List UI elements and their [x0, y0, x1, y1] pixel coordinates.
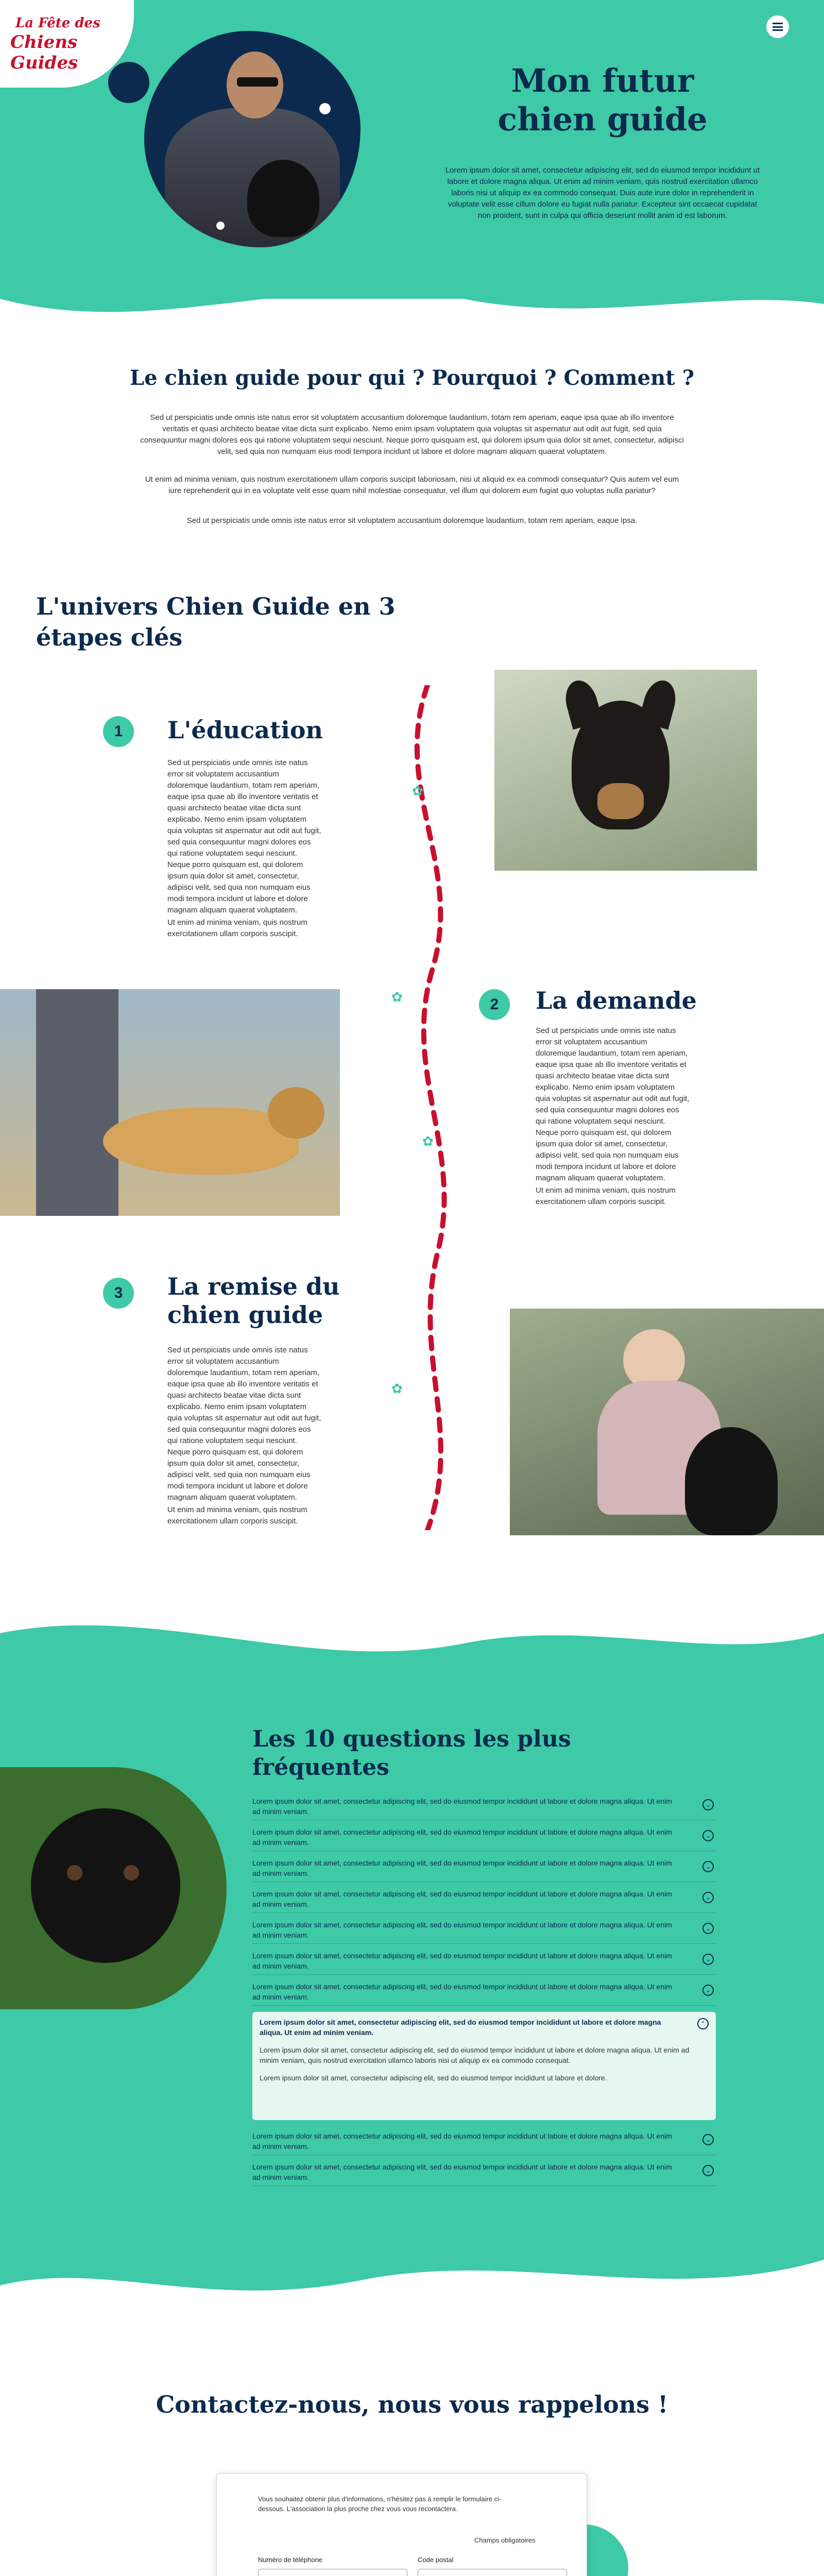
paw-icon: ✿	[422, 1133, 434, 1149]
chevron-down-icon: ⌄	[702, 1830, 714, 1841]
chevron-down-icon: ⌄	[702, 2134, 714, 2145]
intro-title: Le chien guide pour qui ? Pourquoi ? Comment ?	[129, 366, 695, 390]
contact-form	[216, 2473, 587, 2576]
required-note: Champs obligatoires	[474, 2536, 536, 2544]
chevron-down-icon: ⌄	[702, 1923, 714, 1934]
step-2-photo	[0, 989, 340, 1216]
faq-item[interactable]	[252, 1793, 716, 1820]
step-1-text-2: Ut enim ad minima veniam, quis nostrum exercitationem ullam corporis suscipit.	[167, 918, 307, 938]
paw-icon: ✿	[391, 989, 403, 1005]
step-3-photo	[510, 1309, 824, 1535]
faq-title-line1: Les 10 questions les plus	[252, 1726, 571, 1752]
faq-item[interactable]	[252, 2128, 716, 2155]
contact-title: Contactez-nous, nous vous rappelons !	[156, 2391, 668, 2418]
faq-item[interactable]	[252, 1947, 716, 1975]
step-3-title-line2: chien guide	[167, 1301, 323, 1329]
hero-photo	[144, 31, 360, 247]
step-2-text-2: Ut enim ad minima veniam, quis nostrum exercitationem ullam corporis suscipit.	[536, 1186, 676, 1206]
faq-item[interactable]	[252, 1886, 716, 1913]
step-3-text-2: Ut enim ad minima veniam, quis nostrum exercitationem ullam corporis suscipit.	[167, 1505, 307, 1526]
zip-input[interactable]	[418, 2569, 567, 2576]
faq-question: Lorem ipsum dolor sit amet, consectetur adipiscing elit, sed do eiusmod tempor incididunt ut labore et dolore magna aliqua. Ut enim ad minim veniam.	[252, 1921, 672, 1939]
chevron-down-icon: ⌄	[702, 1954, 714, 1965]
step-3-title-line1: La remise du	[167, 1273, 340, 1300]
chevron-down-icon: ⌄	[702, 1799, 714, 1810]
step-1-badge: 1	[103, 716, 134, 747]
faq-question: Lorem ipsum dolor sit amet, consectetur adipiscing elit, sed do eiusmod tempor incididunt ut labore et dolore magna aliqua. Ut enim ad minim veniam.	[252, 2163, 672, 2181]
faq-item-open[interactable]	[252, 2012, 716, 2120]
decor-dot	[319, 103, 331, 114]
step-2-badge: 2	[479, 989, 510, 1020]
faq-question: Lorem ipsum dolor sit amet, consectetur adipiscing elit, sed do eiusmod tempor incididunt ut labore et dolore magna aliqua. Ut enim ad minim veniam.	[252, 1797, 672, 1816]
faq-question: Lorem ipsum dolor sit amet, consectetur adipiscing elit, sed do eiusmod tempor incididunt ut labore et dolore magna aliqua. Ut enim ad minim veniam.	[252, 1828, 672, 1846]
decor-blob	[108, 62, 149, 103]
step-1-photo	[494, 670, 757, 871]
logo-line2: Chiens Guides	[10, 32, 78, 73]
steps-title-line1: L'univers Chien Guide en 3	[36, 592, 396, 620]
menu-button[interactable]	[766, 15, 789, 38]
faq-question: Lorem ipsum dolor sit amet, consectetur adipiscing elit, sed do eiusmod tempor incididunt ut labore et dolore magna aliqua. Ut enim ad minim veniam.	[252, 1982, 672, 2001]
step-1-text: Sed ut perspiciatis unde omnis iste natus error sit voluptatem accusantium doloremque laudantium, totam rem aperiam, eaque ipsa quae ab illo inventore veritatis et quasi architecto beatae vitae dicta sunt explicabo. Nemo enim ipsam voluptatem quia voluptas sit aspernatur aut odit aut fugit, sed quia consequuntur magni dolores eos qui ratione voluptatem sequi nesciunt. Neque porro quisquam est, qui dolorem ipsum quia dolor sit amet, consectetur, adipisci velit, sed quia non numquam eius modi tempora incidunt ut labore et dolore magnam aliquam quaerat voluptatem.	[167, 758, 321, 914]
faq-photo	[0, 1767, 227, 2009]
intro-paragraph-2: Ut enim ad minima veniam, quis nostrum exercitationem ullam corporis suscipit laboriosam, nisi ut aliquid ex ea commodi consequatur? Quis autem vel eum iure reprehenderit qui in ea voluptate velit esse quam nihil molestiae consequatur, vel illum qui dolorem eum fugiat quo voluptas nulla pariatur?	[145, 475, 679, 495]
faq-question: Lorem ipsum dolor sit amet, consectetur adipiscing elit, sed do eiusmod tempor incididunt ut labore et dolore magna aliqua. Ut enim ad minim veniam.	[252, 1859, 672, 1877]
faq-open-answer: Lorem ipsum dolor sit amet, consectetur adipiscing elit, sed do eiusmod tempor incididunt ut labore et dolore.	[260, 2074, 607, 2082]
chevron-down-icon: ⌄	[702, 1892, 714, 1903]
faq-question: Lorem ipsum dolor sit amet, consectetur adipiscing elit, sed do eiusmod tempor incididunt ut labore et dolore magna aliqua. Ut enim ad minim veniam.	[252, 1890, 672, 1908]
faq-title-line2: fréquentes	[252, 1754, 389, 1781]
step-1-title: L'éducation	[167, 716, 323, 744]
faq-item[interactable]	[252, 2159, 716, 2186]
hamburger-icon	[772, 23, 783, 31]
chevron-down-icon: ⌄	[702, 1861, 714, 1872]
intro-paragraph-1: Sed ut perspiciatis unde omnis iste natus error sit voluptatem accusantium doloremque laudantium, totam rem aperiam, eaque ipsa quae ab illo inventore veritatis et quasi architecto beatae vitae dicta sunt explicabo. Nemo enim ipsam voluptatem quia voluptas sit aspernatur aut odit aut fugit, sed quia consequuntur magni dolores eos qui ratione voluptatem sequi nesciunt. Neque porro quisquam est, qui dolorem ipsum quia dolor sit amet, consectetur, adipisci velit, sed quia non numquam eius modi tempora incidunt ut labore et dolore magnam aliquam quaerat voluptatem.	[140, 413, 684, 456]
faq-open-question: Lorem ipsum dolor sit amet, consectetur adipiscing elit, sed do eiusmod tempor incididunt ut labore et dolore magna aliqua. Ut enim ad minim veniam.	[260, 2018, 661, 2037]
faq-question: Lorem ipsum dolor sit amet, consectetur adipiscing elit, sed do eiusmod tempor incididunt ut labore et dolore magna aliqua. Ut enim ad minim veniam.	[252, 1952, 672, 1970]
faq-wave-bottom	[0, 2239, 824, 2311]
faq-item[interactable]	[252, 1855, 716, 1882]
chevron-up-icon: ⌃	[697, 2018, 709, 2029]
faq-item[interactable]	[252, 1978, 716, 2006]
hero-title-line1: Mon futur	[511, 62, 694, 99]
phone-input[interactable]	[258, 2569, 407, 2576]
faq-item[interactable]	[252, 1917, 716, 1944]
paw-icon: ✿	[391, 1381, 403, 1396]
faq-item[interactable]	[252, 1824, 716, 1851]
zip-label: Code postal	[418, 2556, 454, 2564]
faq-wave-top	[0, 1602, 824, 1685]
step-3-badge: 3	[103, 1278, 134, 1309]
faq-open-answer: Lorem ipsum dolor sit amet, consectetur adipiscing elit, sed do eiusmod tempor incididunt ut labore et dolore magna aliqua. Ut enim ad minim veniam, quis nostrud exercitation ullamco laboris nisi ut aliquip ex ea commodo consequat.	[260, 2046, 690, 2064]
phone-label: Numéro de téléphone	[258, 2556, 323, 2564]
step-2-text: Sed ut perspiciatis unde omnis iste natus error sit voluptatem accusantium doloremque laudantium, totam rem aperiam, eaque ipsa quae ab illo inventore veritatis et quasi architecto beatae vitae dicta sunt explicabo. Nemo enim ipsam voluptatem quia voluptas sit aspernatur aut odit aut fugit, sed quia consequuntur magni dolores eos qui ratione voluptatem sequi nesciunt. Neque porro quisquam est, qui dolorem ipsum quia dolor sit amet, consectetur, adipisci velit, sed quia non numquam eius modi tempora incidunt ut labore et dolore magnam aliquam quaerat voluptatem.	[536, 1026, 690, 1182]
decor-dot	[216, 222, 225, 230]
intro-paragraph-3: Sed ut perspiciatis unde omnis iste natus error sit voluptatem accusantium doloremque laudantium, totam rem aperiam, eaque ipsa.	[186, 516, 638, 525]
contact-intro: Vous souhaitez obtenir plus d'informations, n'hésitez pas à remplir le formulaire ci-dessous. L'association la plus proche chez vous vous recontactera.	[258, 2495, 502, 2513]
hero-wave	[0, 268, 824, 350]
hero-text: Lorem ipsum dolor sit amet, consectetur adipiscing elit, sed do eiusmod tempor incididunt ut labore et dolore magna aliqua. Ut enim ad minim veniam, quis nostrud exercitation ullamco laboris nisi ut aliquip ex ea commodo consequat. Duis aute irure dolor in reprehenderit in voluptate velit esse cillum dolore eu fugiat nulla pariatur. Excepteur sint occaecat cupidatat non proident, sunt in culpa qui officia deserunt mollit anim id est laborum.	[445, 166, 760, 220]
faq-question: Lorem ipsum dolor sit amet, consectetur adipiscing elit, sed do eiusmod tempor incididunt ut labore et dolore magna aliqua. Ut enim ad minim veniam.	[252, 2132, 672, 2150]
logo-line1: La Fête des	[15, 15, 100, 31]
steps-title-line2: étapes clés	[36, 623, 183, 651]
step-2-title: La demande	[536, 987, 697, 1014]
hero-title-line2: chien guide	[497, 100, 708, 138]
chevron-down-icon: ⌄	[702, 2165, 714, 2176]
chevron-down-icon: ⌄	[702, 1985, 714, 1996]
paw-icon: ✿	[412, 783, 423, 799]
steps-dashed-path	[360, 685, 494, 1530]
step-3-text: Sed ut perspiciatis unde omnis iste natus error sit voluptatem accusantium doloremque laudantium, totam rem aperiam, eaque ipsa quae ab illo inventore veritatis et quasi architecto beatae vitae dicta sunt explicabo. Nemo enim ipsam voluptatem quia voluptas sit aspernatur aut odit aut fugit, sed quia consequuntur magni dolores eos qui ratione voluptatem sequi nesciunt. Neque porro quisquam est, qui dolorem ipsum quia dolor sit amet, consectetur, adipisci velit, sed quia non numquam eius modi tempora incidunt ut labore et dolore magnam aliquam quaerat voluptatem.	[167, 1346, 321, 1502]
